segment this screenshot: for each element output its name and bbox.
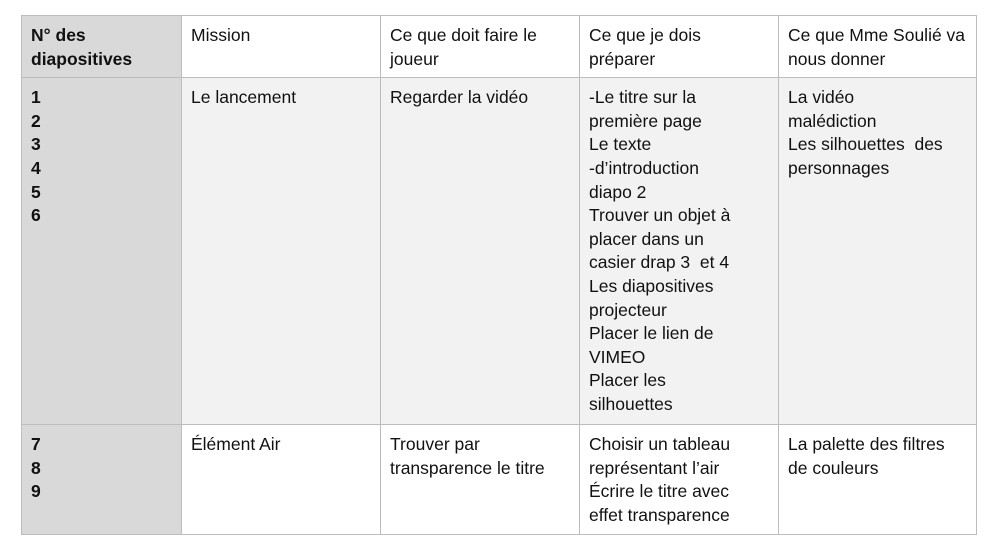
header-player-action: Ce que doit faire le joueur <box>381 16 580 78</box>
prepare-line: Placer le lien de <box>589 323 714 344</box>
slide-number: 3 <box>31 134 41 155</box>
header-provided-by-teacher: Ce que Mme Soulié va nous donner <box>779 16 977 78</box>
prepare-line: Le texte <box>589 134 652 155</box>
provided-line: La vidéo <box>788 87 855 108</box>
slides-cell <box>22 78 182 425</box>
header-to-prepare: Ce que je dois préparer <box>580 16 779 78</box>
prepare-line: Choisir un tableau <box>589 434 731 455</box>
prepare-line: -Le titre sur la <box>589 87 696 108</box>
header-slides-number: N° des diapositives <box>22 16 182 78</box>
to-prepare-cell <box>580 78 779 425</box>
to-prepare-cell <box>580 425 779 534</box>
player-action-cell: Trouver par transparence le titre <box>381 425 580 534</box>
slide-number: 1 <box>31 87 41 108</box>
prepare-line: -d’introduction <box>589 157 699 178</box>
prepare-line: Écrire le titre avec <box>589 481 730 502</box>
table-header-row <box>22 16 977 78</box>
provided-line: personnages <box>788 157 890 178</box>
provided-line: Les silhouettes des <box>788 134 943 155</box>
prepare-line: Les diapositives <box>589 275 714 296</box>
prepare-line: placer dans un <box>589 228 704 249</box>
table-row <box>22 425 977 534</box>
mission-cell: Élément Air <box>182 425 381 534</box>
slides-cell <box>22 425 182 534</box>
table-row <box>22 78 977 425</box>
prepare-line: effet transparence <box>589 504 730 525</box>
prepare-line: diapo 2 <box>589 181 647 202</box>
provided-cell: La palette des filtres de couleurs <box>779 425 977 534</box>
prepare-line: première page <box>589 110 702 131</box>
header-mission: Mission <box>182 16 381 78</box>
player-action-cell: Regarder la vidéo <box>381 78 580 425</box>
prepare-line: Trouver un objet à <box>589 205 731 226</box>
slide-number: 2 <box>31 110 41 131</box>
slide-number: 8 <box>31 457 41 478</box>
prepare-line: VIMEO <box>589 346 646 367</box>
slide-number: 9 <box>31 481 41 502</box>
slide-number: 4 <box>31 157 41 178</box>
slide-number: 5 <box>31 181 41 202</box>
slide-number: 7 <box>31 434 41 455</box>
slide-number: 6 <box>31 205 41 226</box>
prepare-line: casier drap 3 et 4 <box>589 252 730 273</box>
provided-cell <box>779 78 977 425</box>
provided-line: malédiction <box>788 110 877 131</box>
prepare-line: projecteur <box>589 299 667 320</box>
missions-table <box>21 15 977 535</box>
prepare-line: silhouettes <box>589 393 673 414</box>
mission-cell: Le lancement <box>182 78 381 425</box>
prepare-line: représentant l’air <box>589 457 720 478</box>
prepare-line: Placer les <box>589 370 666 391</box>
